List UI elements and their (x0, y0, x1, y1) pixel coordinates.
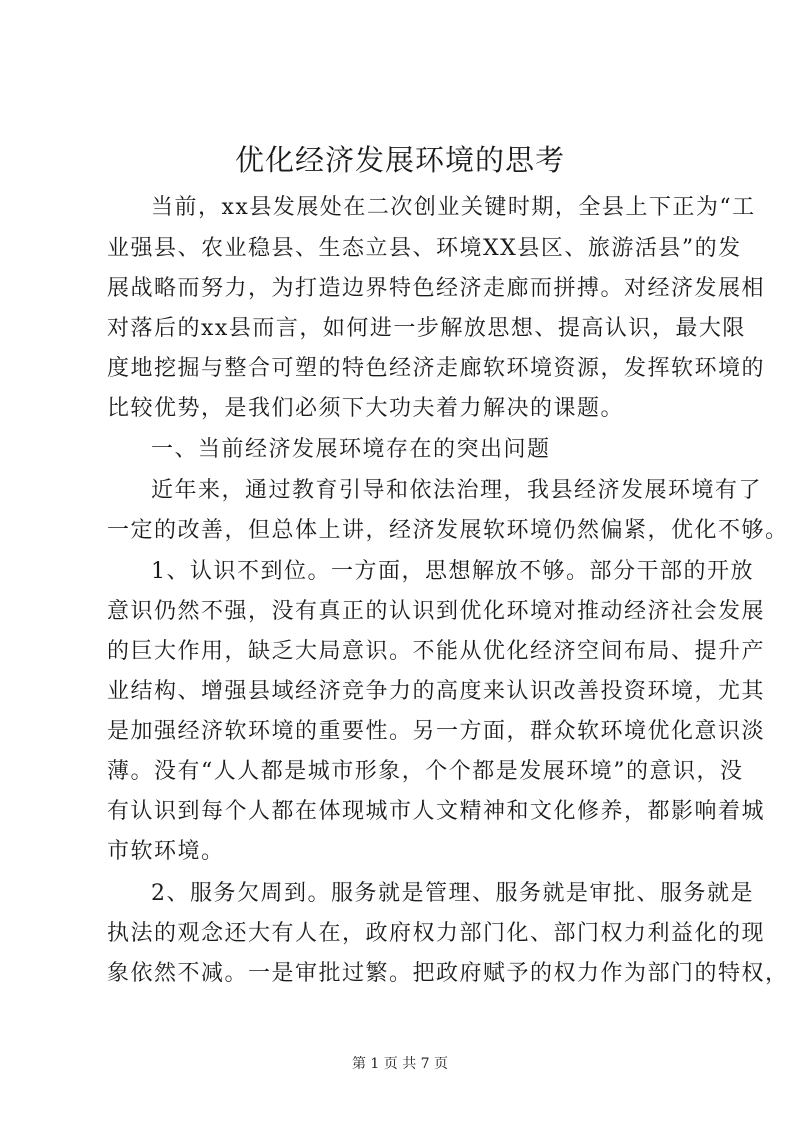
paragraph-3-line-7: 有认识到每个人都在体现城市人文精神和文化修养，都影响着城 (107, 799, 766, 824)
paragraph-3-line-8: 市软环境。 (107, 839, 225, 864)
paragraph-4-line-3: 象依然不减。一是审批过繁。把政府赋予的权力作为部门的特权， (107, 961, 789, 986)
paragraph-1-line-3: 展战略而努力，为打造边界特色经济走廊而拼搏。对经济发展相 (107, 276, 766, 301)
paragraph-1-line-6: 比较优势，是我们必须下大功夫着力解决的课题。 (107, 396, 625, 421)
paragraph-3-line-2: 意识仍然不强，没有真正的认识到优化环境对推动经济社会发展 (107, 599, 766, 624)
paragraph-1-line-1: 当前，xx县发展处在二次创业关键时期，全县上下正为“工 (151, 195, 756, 220)
paragraph-1-line-5: 度地挖掘与整合可塑的特色经济走廊软环境资源，发挥软环境的 (107, 356, 766, 381)
paragraph-4-line-2: 执法的观念还大有人在，政府权力部门化、部门权力利益化的现 (107, 921, 766, 946)
paragraph-4-line-1: 2、服务欠周到。服务就是管理、服务就是审批、服务就是 (151, 881, 754, 906)
paragraph-1-line-4: 对落后的xx县而言，如何进一步解放思想、提高认识，最大限 (107, 316, 746, 341)
document-title: 优化经济发展环境的思考 (234, 143, 565, 177)
paragraph-3-line-5: 是加强经济软环境的重要性。另一方面，群众软环境优化意识淡 (107, 719, 766, 744)
paragraph-2-line-2: 一定的改善，但总体上讲，经济发展软环境仍然偏紧，优化不够。 (107, 518, 789, 543)
paragraph-3-line-3: 的巨大作用，缺乏大局意识。不能从优化经济空间布局、提升产 (107, 639, 766, 664)
section-heading-1: 一、当前经济发展环境存在的突出问题 (151, 437, 551, 462)
paragraph-3-line-1: 1、认识不到位。一方面，思想解放不够。部分干部的开放 (151, 559, 754, 584)
page-number-footer: 第 1 页 共 7 页 (351, 1056, 449, 1072)
paragraph-3-line-4: 业结构、增强县域经济竞争力的高度来认识改善投资环境，尤其 (107, 679, 766, 704)
paragraph-1-line-2: 业强县、农业稳县、生态立县、环境XX县区、旅游活县”的发 (107, 236, 742, 261)
paragraph-2-line-1: 近年来，通过教育引导和依法治理，我县经济发展环境有了 (151, 478, 763, 503)
paragraph-3-line-6: 薄。没有“人人都是城市形象，个个都是发展环境”的意识，没 (107, 759, 744, 784)
